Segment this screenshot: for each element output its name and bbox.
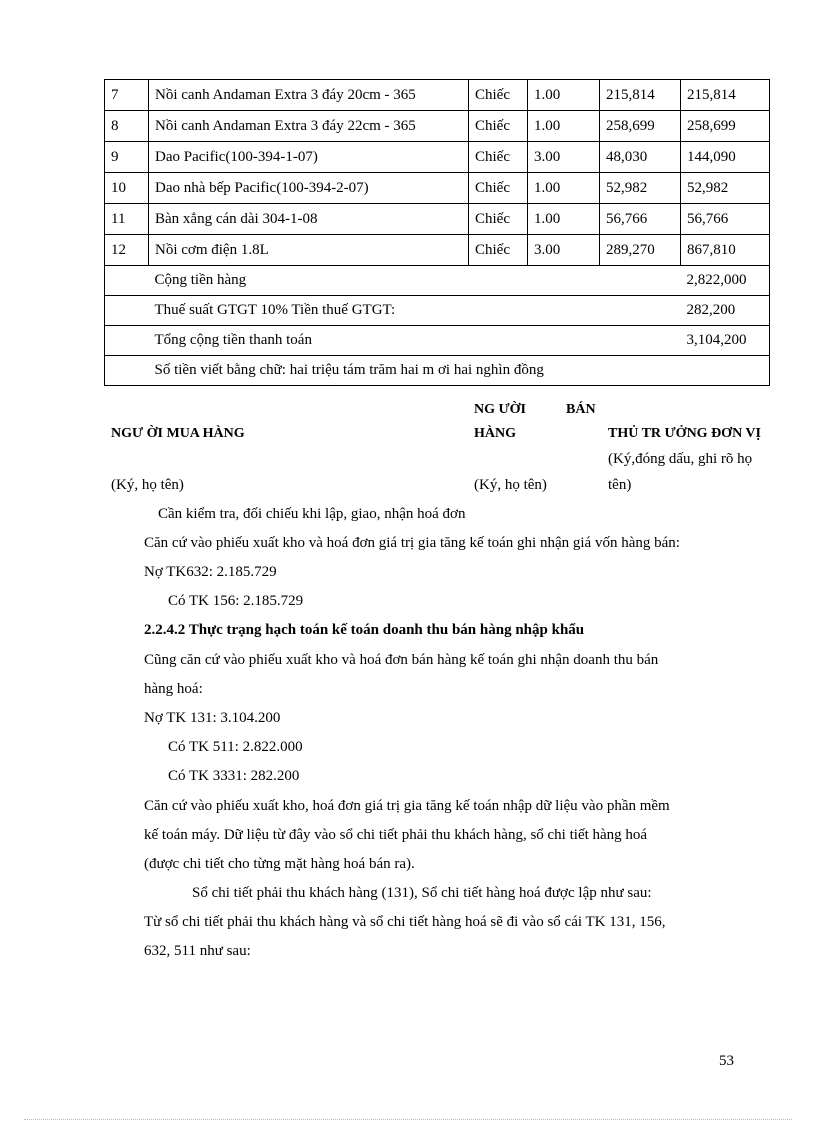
item-quantity: 1.00 — [528, 111, 600, 142]
item-amount: 56,766 — [681, 204, 770, 235]
page-bottom-rule — [24, 1119, 792, 1120]
final-1: Từ sổ chi tiết phải thu khách hàng và sổ chi tiết hàng hoá sẽ đi vào sổ cái TK 131, 156, — [144, 914, 666, 930]
head-title: THỦ TR ƯỞNG ĐƠN VỊ — [608, 426, 761, 441]
credit-511: Có TK 511: 2.822.000 — [168, 739, 303, 755]
item-quantity: 1.00 — [528, 173, 600, 204]
data-entry-3: (được chi tiết cho từng mặt hàng hoá bán ra). — [144, 856, 415, 872]
final-2: 632, 511 như sau: — [144, 943, 251, 959]
item-quantity: 3.00 — [528, 142, 600, 173]
debit-632: Nợ TK632: 2.185.729 — [144, 564, 277, 580]
table-row — [105, 142, 770, 173]
cogs-intro: Căn cứ vào phiếu xuất kho và hoá đơn giá trị gia tăng kế toán ghi nhận giá vốn hàng bán: — [144, 535, 680, 551]
item-unit: Chiếc — [469, 80, 528, 111]
item-unit: Chiếc — [469, 173, 528, 204]
credit-3331: Có TK 3331: 282.200 — [168, 768, 300, 784]
item-quantity: 1.00 — [528, 80, 600, 111]
in-words-row — [105, 356, 770, 386]
subtotal-value: 2,822,000 — [681, 266, 770, 296]
item-amount: 258,699 — [681, 111, 770, 142]
subtotal-label: Cộng tiền hàng — [149, 266, 681, 296]
seller-note: (Ký, họ tên) — [474, 477, 547, 493]
item-name: Nồi canh Andaman Extra 3 đáy 22cm - 365 — [149, 111, 469, 142]
total-row — [105, 326, 770, 356]
revenue-intro-1: Cũng căn cứ vào phiếu xuất kho và hoá đơn bán hàng kế toán ghi nhận doanh thu bán — [144, 652, 659, 668]
ledger-line: Sổ chi tiết phải thu khách hàng (131), Sổ chi tiết hàng hoá được lập như sau: — [192, 885, 652, 901]
item-name: Dao Pacific(100-394-1-07) — [149, 142, 469, 173]
buyer-note: (Ký, họ tên) — [111, 477, 184, 493]
item-number: 10 — [105, 173, 149, 204]
total-label: Tổng cộng tiền thanh toán — [149, 326, 681, 356]
table-row — [105, 235, 770, 266]
vat-row — [105, 296, 770, 326]
data-entry-1: Căn cứ vào phiếu xuất kho, hoá đơn giá trị gia tăng kế toán nhập dữ liệu vào phần mềm — [144, 798, 670, 814]
item-unit: Chiếc — [469, 235, 528, 266]
item-unit: Chiếc — [469, 111, 528, 142]
item-unit-price: 289,270 — [600, 235, 681, 266]
in-words-text: Số tiền viết bằng chữ: hai triệu tám trăm hai m ơi hai nghìn đồng — [149, 356, 770, 386]
item-number: 8 — [105, 111, 149, 142]
item-name: Dao nhà bếp Pacific(100-394-2-07) — [149, 173, 469, 204]
data-entry-2: kế toán máy. Dữ liệu từ đây vào sổ chi tiết phải thu khách hàng, sổ chi tiết hàng hoá — [144, 827, 648, 843]
item-amount: 144,090 — [681, 142, 770, 173]
item-number: 11 — [105, 204, 149, 235]
credit-156: Có TK 156: 2.185.729 — [168, 593, 304, 609]
item-amount: 215,814 — [681, 80, 770, 111]
vat-label: Thuế suất GTGT 10% Tiền thuế GTGT: — [149, 296, 681, 326]
item-name: Nồi cơm điện 1.8L — [149, 235, 469, 266]
item-unit: Chiếc — [469, 204, 528, 235]
table-row — [105, 80, 770, 111]
item-unit-price: 56,766 — [600, 204, 681, 235]
page-number: 53 — [719, 1053, 734, 1069]
head-note-line1: (Ký,đóng dấu, ghi rõ họ — [608, 451, 753, 467]
revenue-intro-2: hàng hoá: — [144, 681, 203, 697]
item-unit-price: 258,699 — [600, 111, 681, 142]
item-number: 9 — [105, 142, 149, 173]
item-name: Nồi canh Andaman Extra 3 đáy 20cm - 365 — [149, 80, 469, 111]
seller-title-line1: NG ƯỜI — [474, 402, 526, 417]
item-quantity: 1.00 — [528, 204, 600, 235]
item-name: Bàn xẳng cán dài 304-1-08 — [149, 204, 469, 235]
seller-title-line1b: BÁN — [566, 402, 596, 417]
subtotal-row — [105, 266, 770, 296]
vat-value: 282,200 — [681, 296, 770, 326]
check-line: Cần kiểm tra, đối chiếu khi lập, giao, nhận hoá đơn — [158, 506, 466, 522]
invoice-table — [104, 79, 770, 386]
debit-131: Nợ TK 131: 3.104.200 — [144, 710, 281, 726]
item-unit-price: 48,030 — [600, 142, 681, 173]
item-unit: Chiếc — [469, 142, 528, 173]
buyer-title: NGƯ ỜI MUA HÀNG — [111, 426, 245, 441]
item-unit-price: 52,982 — [600, 173, 681, 204]
item-number: 7 — [105, 80, 149, 111]
item-amount: 52,982 — [681, 173, 770, 204]
table-row — [105, 204, 770, 235]
seller-title-line2: HÀNG — [474, 426, 516, 441]
section-heading: 2.2.4.2 Thực trạng hạch toán kế toán doanh thu bán hàng nhập khẩu — [144, 622, 585, 638]
table-row — [105, 111, 770, 142]
head-note-line2: tên) — [608, 477, 632, 493]
table-row — [105, 173, 770, 204]
item-quantity: 3.00 — [528, 235, 600, 266]
item-unit-price: 215,814 — [600, 80, 681, 111]
total-value: 3,104,200 — [681, 326, 770, 356]
item-amount: 867,810 — [681, 235, 770, 266]
item-number: 12 — [105, 235, 149, 266]
